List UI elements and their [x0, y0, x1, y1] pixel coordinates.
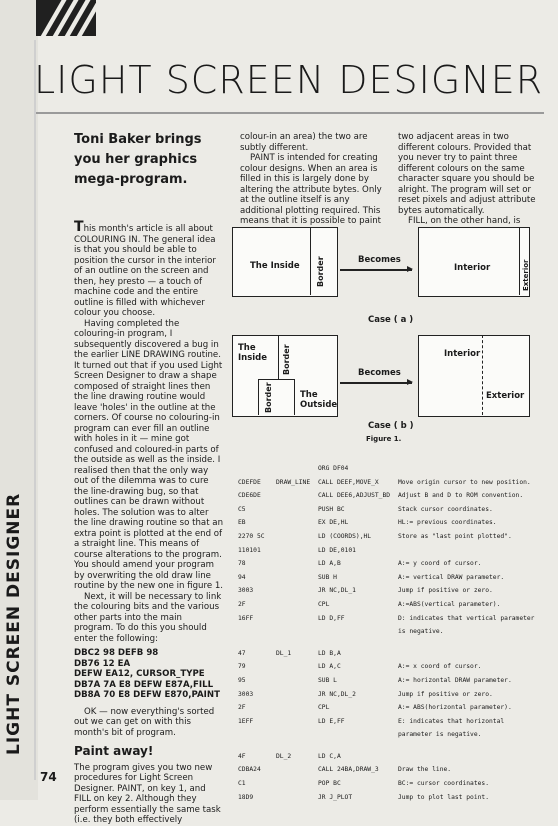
case-b-border-line-5 [258, 379, 278, 380]
code-line: DB7A 7A E8 DEFW E87A,FILL [74, 679, 214, 690]
listing-instruction: JR NC,DL_1 [318, 587, 356, 595]
listing-hex: 2F [238, 704, 246, 712]
listing-comment: A:= ABS(horizontal parameter). [398, 704, 512, 712]
listing-row [238, 533, 548, 547]
col2-text-2: PAINT is intended for creating colour designs. When an area is filled in this is largely done by altering the attribute bytes. Only at the outline itself is any additional plotting required. This means that it is possible to paint [240, 153, 382, 226]
listing-label: DRAW_LINE [276, 478, 311, 486]
listing-row [238, 663, 548, 677]
listing-row [238, 574, 548, 588]
listing-instruction: LD B,A [318, 649, 341, 657]
listing-row [238, 587, 548, 601]
case-a-border-label: Border [316, 256, 325, 287]
listing-comment: Jump if positive or zero. [398, 587, 493, 595]
case-a-arrow [340, 269, 412, 271]
listing-row [238, 718, 548, 732]
figure-1 [228, 225, 548, 443]
listing-comment: BC:= cursor coordinates. [398, 780, 489, 788]
listing-comment: A:= horizontal DRAW parameter. [398, 676, 512, 684]
listing-instruction: CALL 24BA,DRAW_3 [318, 766, 379, 774]
subheading: Paint away! [74, 744, 154, 758]
listing-hex: 94 [238, 573, 246, 581]
code-line: DB76 12 EA [74, 658, 131, 669]
listing-instruction: SUB L [318, 676, 337, 684]
col3-text-2: FILL, on the other hand, is [408, 216, 521, 226]
listing-comment: HL:= previous coordinates. [398, 519, 497, 527]
listing-hex: 1EFF [238, 717, 254, 725]
case-b-becomes-label: Becomes [358, 368, 401, 378]
paragraph-5: The program gives you two new procedures for Light Screen Designer. PAINT, on key 1, and FILL on key 2. Although they perform essentially the same task (i.e. they both effectively [74, 762, 221, 825]
listing-row [238, 519, 548, 533]
listing-comment: D: indicates that vertical parameter [398, 614, 535, 622]
listing-row [238, 601, 548, 615]
listing-comment: A:= x coord of cursor. [398, 663, 482, 671]
listing-row [238, 615, 548, 629]
assembly-listing [238, 465, 548, 807]
case-a-border-line [310, 227, 311, 295]
case-a-exterior-label: Exterior [522, 259, 530, 291]
listing-instruction: LD A,C [318, 663, 341, 671]
listing-gap [238, 745, 548, 753]
case-b-border-label-2: Border [264, 382, 273, 413]
listing-instruction: CPL [318, 704, 330, 712]
case-b-exterior-label: Exterior [486, 391, 525, 401]
case-b-arrow [340, 382, 412, 384]
page-number: 74 [40, 770, 57, 784]
case-b-border-line-4 [258, 379, 259, 415]
listing-instruction: CALL DEEF,MOVE_X [318, 478, 379, 486]
col3-text: two adjacent areas in two different colours. Provided that you never try to paint three different colours on the same character square you should be alright. The program will set or reset pixels and adjust attribute bytes automatically. [398, 132, 536, 216]
case-b-caption: Case ( b ) [368, 421, 414, 431]
listing-instruction: JR NC,DL_2 [318, 690, 356, 698]
listing-instruction: CALL DEE6,ADJUST_BD [318, 492, 391, 500]
listing-hex: C5 [238, 505, 246, 513]
paragraph-3: Next, it will be necessary to link the colouring bits and the various other parts into the main program. To do this you should enter the following: [74, 591, 222, 644]
listing-instruction: EX DE,HL [318, 519, 349, 527]
listing-row [238, 560, 548, 574]
listing-comment: A:= vertical DRAW parameter. [398, 573, 505, 581]
sidebar-title: LIGHT SCREEN DESIGNER [4, 492, 24, 755]
case-a-right-box [418, 227, 530, 297]
case-b-inside-label: The Inside [238, 343, 268, 363]
listing-hex: 2270 5C [238, 532, 265, 540]
listing-comment: Store as "last point plotted". [398, 532, 512, 540]
listing-instruction: CPL [318, 600, 330, 608]
listing-comment: Stack cursor coordinates. [398, 505, 493, 513]
code-line: DBC2 98 DEFB 98 [74, 648, 159, 658]
listing-comment: parameter is negative. [398, 731, 482, 739]
case-b-interior-label: Interior [444, 349, 481, 359]
listing-instruction: LD C,A [318, 752, 341, 760]
title-underline [36, 112, 544, 114]
code-entries [74, 648, 224, 701]
margin-rule [34, 40, 36, 780]
listing-row [238, 492, 548, 506]
listing-comment: E: indicates that horizontal [398, 717, 505, 725]
listing-row [238, 691, 548, 705]
listing-hex: 4F [238, 752, 246, 760]
listing-row [238, 506, 548, 520]
listing-instruction: LD E,FF [318, 717, 345, 725]
column-2 [240, 132, 390, 227]
listing-hex: 110101 [238, 546, 261, 554]
listing-label: DL_2 [276, 752, 292, 760]
listing-row [238, 547, 548, 561]
listing-hex: 3003 [238, 587, 254, 595]
listing-row [238, 731, 548, 745]
listing-gap [238, 642, 548, 650]
case-b-outside-label: The Outside [300, 390, 338, 410]
paragraph-2: Having completed the colouring-in program, I subsequently discovered a bug in the earlier LINE DRAWING routine. It turned out that if you used Light Screen Designer to draw a shape composed of straight lines then the line drawing routine would leave 'holes' in the outline at the corners. Of course no colouring-in program can ever fill an outline with holes in it — mine got confused and coloured-in parts of the outside as well as the inside. I realised then that the only way out of the dilemma was to cure the line-drawing bug, so that outlines can be drawn without holes. The solution was to alter the line drawing routine so that an extra point is plotted at the end of a straight line. This means of course alterations to the program. You should amend your program by overwriting the old draw line routine by the new one in figure 1. [74, 318, 224, 591]
page-title: LIGHT SCREEN DESIGNER [34, 58, 544, 102]
case-b-border-line-2 [278, 379, 294, 380]
listing-hex: 78 [238, 560, 246, 568]
case-a-interior-label: Interior [454, 263, 491, 273]
listing-label: DL_1 [276, 649, 292, 657]
listing-hex: C1 [238, 780, 246, 788]
code-line: DEFW EA12, CURSOR_TYPE [74, 669, 205, 679]
listing-hex: 18D9 [238, 793, 254, 801]
listing-row [238, 794, 548, 808]
listing-hex: 16FF [238, 614, 254, 622]
listing-instruction: LD (COORDS),HL [318, 532, 372, 540]
listing-row [238, 479, 548, 493]
listing-hex: CDEFDE [238, 478, 261, 486]
header-stripe-graphic [36, 0, 96, 36]
intro-standfirst: Toni Baker brings you her graphics mega-program. [74, 132, 202, 187]
listing-comment: Jump to plot last point. [398, 793, 489, 801]
listing-hex: 95 [238, 676, 246, 684]
listing-hex: 2F [238, 600, 246, 608]
listing-row [238, 766, 548, 780]
listing-instruction: LD DE,0101 [318, 546, 356, 554]
listing-hex: CDBA24 [238, 766, 261, 774]
listing-comment: A:=ABS(vertical parameter). [398, 600, 501, 608]
listing-row [238, 677, 548, 691]
listing-comment: Move origin cursor to new position. [398, 478, 531, 486]
case-b-border-line-3 [294, 379, 295, 415]
listing-instruction: ORG DF04 [318, 465, 349, 472]
listing-comment: Adjust B and D to ROM convention. [398, 492, 524, 500]
case-a-exterior-line [519, 227, 520, 295]
paragraph-1: This month's article is all about COLOURING IN. The general idea is that you should be able to position the cursor in the interior of an outline on the screen and then, hey presto — a touch of machine code and the entire outline is filled with whichever colour you choose. [74, 219, 216, 318]
listing-hex: EB [238, 519, 246, 527]
listing-row [238, 650, 548, 664]
listing-instruction: SUB H [318, 573, 337, 581]
case-a-becomes-label: Becomes [358, 255, 401, 265]
column-1 [74, 219, 224, 826]
case-b-border-line-1 [278, 335, 279, 379]
case-b-divider [482, 335, 483, 415]
listing-instruction: JR J_PLOT [318, 793, 353, 801]
col2-text: colour-in an area) the two are subtly different. [240, 132, 368, 153]
column-3 [398, 132, 546, 227]
listing-row [238, 628, 548, 642]
case-b-border-label: Border [282, 344, 291, 375]
code-line: DB8A 70 E8 DEFW E870,PAINT [74, 690, 220, 700]
listing-instruction: LD D,FF [318, 614, 345, 622]
listing-hex: 79 [238, 663, 246, 671]
case-a-inside-label: The Inside [250, 261, 300, 271]
listing-row [238, 704, 548, 718]
listing-comment: Jump if positive or zero. [398, 690, 493, 698]
listing-comment: A:= y coord of cursor. [398, 560, 482, 568]
case-a-caption: Case ( a ) [368, 315, 414, 325]
listing-comment: is negative. [398, 628, 444, 636]
case-b-right-box [418, 335, 530, 417]
listing-row [238, 780, 548, 794]
paragraph-4: OK — now everything's sorted out we can get on with this month's bit of program. [74, 706, 215, 738]
listing-instruction: PUSH BC [318, 505, 345, 513]
listing-row [238, 465, 548, 479]
listing-comment: Draw the line. [398, 766, 452, 774]
listing-instruction: POP BC [318, 780, 341, 788]
listing-hex: 3003 [238, 690, 254, 698]
listing-instruction: LD A,B [318, 560, 341, 568]
listing-row [238, 753, 548, 767]
drop-cap: T [74, 219, 84, 235]
listing-hex: CDE6DE [238, 492, 261, 500]
listing-hex: 47 [238, 649, 246, 657]
figure-caption: Figure 1. [366, 435, 402, 443]
